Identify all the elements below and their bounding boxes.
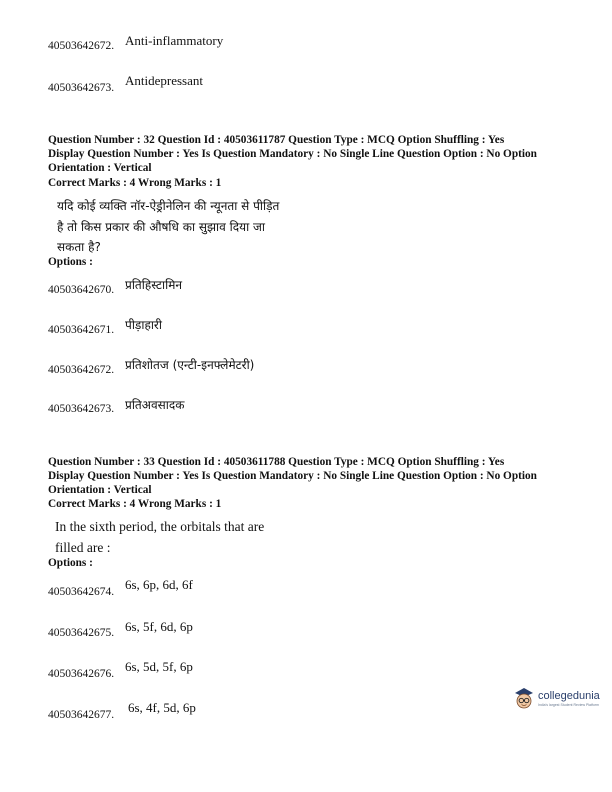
option-number: 40503642672. [48,40,115,52]
option-text: प्रतिशोतज (एन्टी-इनफ्लेमेटरी) [125,358,255,372]
option-number: 40503642675. [48,627,115,639]
question-text-line: सकता है? [57,240,101,254]
question-meta-line: Question Number : 33 Question Id : 40503611788 Question Type : MCQ Option Shuffling : Yes [48,456,505,468]
option-text: 6s, 6p, 6d, 6f [125,577,193,592]
brand-tagline: India's largest Student Review Platform [538,703,599,707]
option-number: 40503642676. [48,668,115,680]
option-text: 6s, 5f, 6d, 6p [125,619,193,634]
question-meta-line: Display Question Number : Yes Is Question Mandatory : No Single Line Question Option : No Option [48,470,537,482]
option-text: प्रतिअवसादक [125,398,185,412]
option-number: 40503642673. [48,403,115,415]
option-text: Anti-inflammatory [125,33,224,48]
options-label: Options : [48,256,93,268]
mascot-icon [512,686,536,712]
question-marks: Correct Marks : 4 Wrong Marks : 1 [48,177,222,189]
option-number: 40503642673. [48,82,115,94]
collegedunia-watermark [512,686,604,712]
brand-name: collegedunia [538,690,600,702]
option-text: 6s, 5d, 5f, 6p [125,659,193,674]
question-text-line: In the sixth period, the orbitals that are [55,519,265,534]
question-marks: Correct Marks : 4 Wrong Marks : 1 [48,498,222,510]
option-number: 40503642674. [48,586,115,598]
question-meta-line: Question Number : 32 Question Id : 40503611787 Question Type : MCQ Option Shuffling : Yes [48,134,505,146]
question-text-line: filled are : [55,540,111,555]
option-number: 40503642672. [48,364,115,376]
question-meta-line: Display Question Number : Yes Is Question Mandatory : No Single Line Question Option : No Option [48,148,537,160]
option-number: 40503642670. [48,284,115,296]
option-text: 6s, 4f, 5d, 6p [128,700,196,715]
option-number: 40503642677. [48,709,115,721]
question-meta-line: Orientation : Vertical [48,162,152,174]
option-text: पीड़ाहारी [125,318,162,332]
question-text-line: यदि कोई व्यक्ति नॉर-ऐड्रीनेलिन की न्यूनता से पीड़ित [57,199,280,213]
option-number: 40503642671. [48,324,115,336]
question-text-line: है तो किस प्रकार की औषधि का सुझाव दिया जा [57,220,266,234]
option-text: प्रतिहिस्टामिन [125,278,183,292]
option-text: Antidepressant [125,73,203,88]
question-meta-line: Orientation : Vertical [48,484,152,496]
options-label: Options : [48,557,93,569]
